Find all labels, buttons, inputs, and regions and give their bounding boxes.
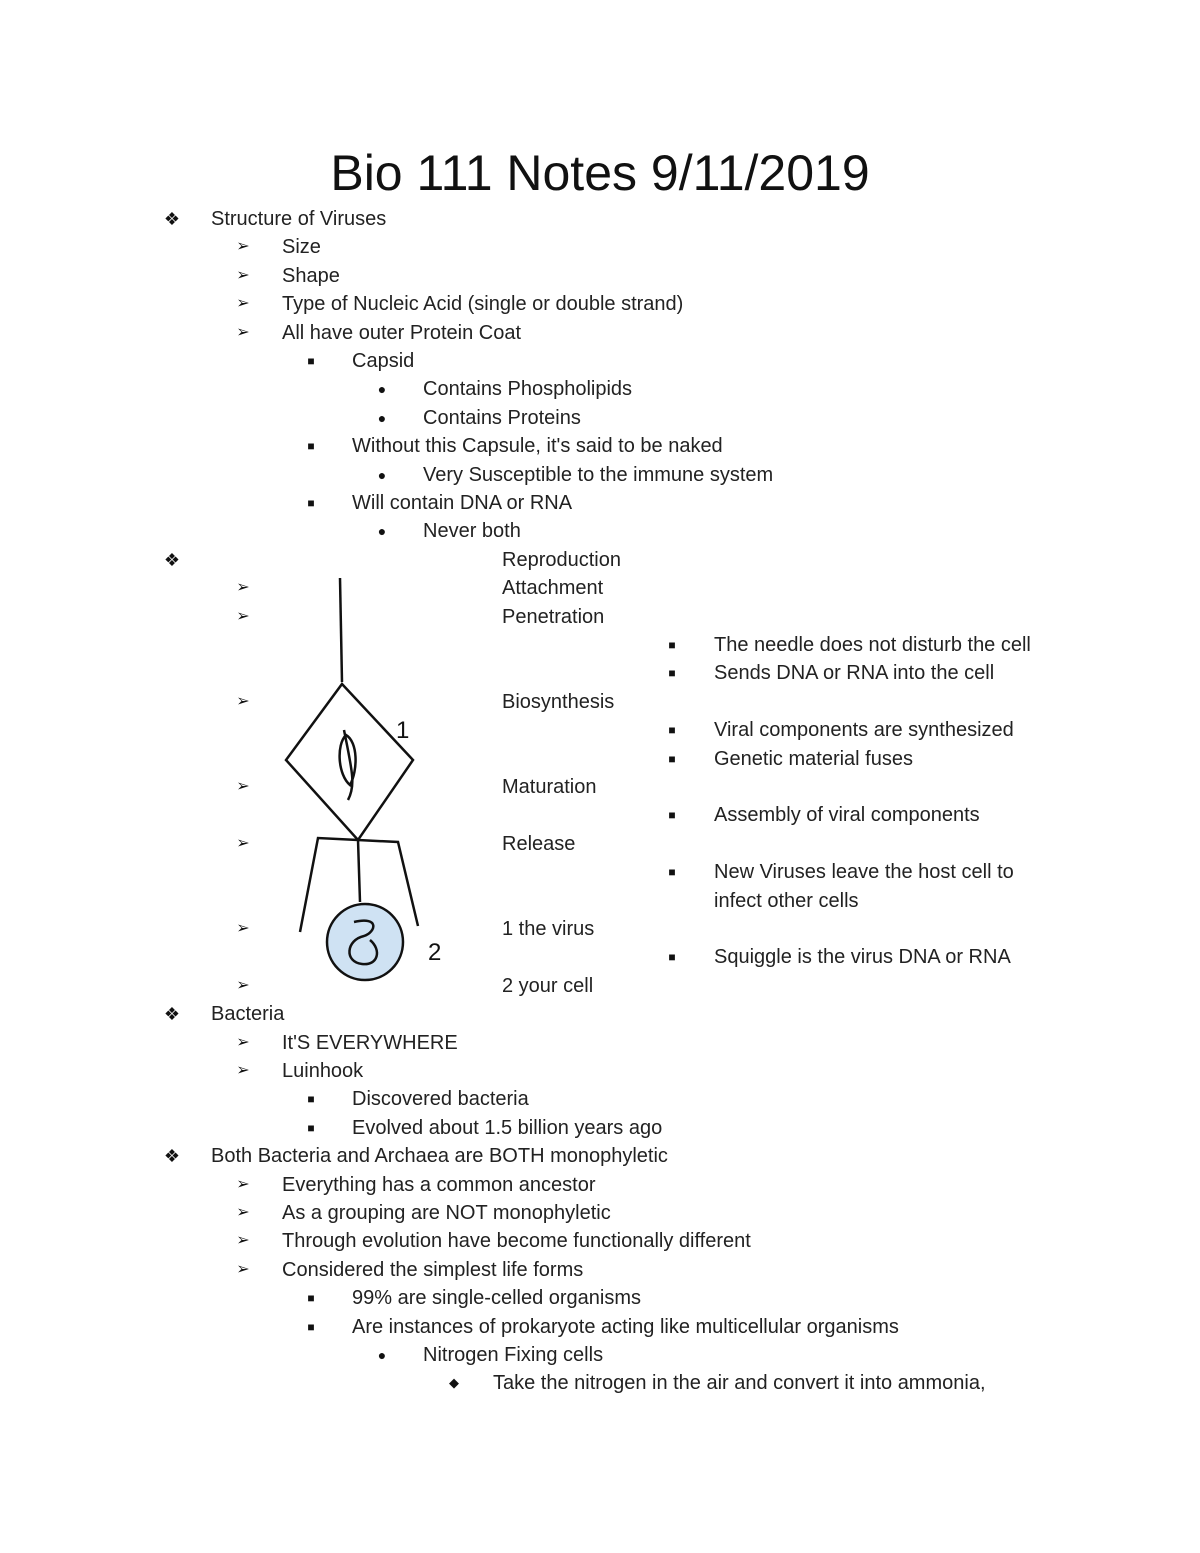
outline-text: Nitrogen Fixing cells (423, 1344, 604, 1366)
outline-text: Structure of Viruses (211, 208, 387, 230)
outline-text: Genetic material fuses (714, 748, 913, 770)
virus-squiggle (340, 730, 356, 800)
outline-text: Both Bacteria and Archaea are BOTH monophyletic (211, 1145, 668, 1167)
bullet-icon: ➢ (236, 295, 250, 312)
outline-text: Bacteria (211, 1003, 285, 1025)
outline-text: 2 your cell (502, 975, 594, 997)
outline-text: Everything has a common ancestor (282, 1174, 596, 1196)
bullet-icon: ● (377, 381, 387, 397)
bullet-icon: ➢ (236, 835, 250, 852)
bullet-icon: ● (377, 467, 387, 483)
bullet-icon: ● (377, 1347, 387, 1363)
outline-text: Without this Capsule, it's said to be naked (352, 435, 723, 457)
outline-text: Type of Nucleic Acid (single or double strand) (282, 293, 684, 315)
bullet-icon: ◆ (449, 1375, 459, 1390)
outline-text: Evolved about 1.5 billion years ago (352, 1117, 663, 1139)
outline-text: Assembly of viral components (714, 804, 980, 826)
bullet-icon: ❖ (163, 550, 181, 570)
bullet-icon: ❖ (163, 1146, 181, 1166)
bullet-icon: ■ (668, 752, 676, 766)
bullet-icon: ● (377, 523, 387, 539)
bullet-icon: ➢ (236, 1034, 250, 1051)
bullet-icon: ➢ (236, 267, 250, 284)
bullet-icon: ■ (307, 1320, 315, 1334)
outline-text: infect other cells (714, 890, 859, 912)
outline-text: Through evolution have become functionally different (282, 1230, 751, 1252)
bullet-icon: ➢ (236, 977, 250, 994)
outline-text: Contains Phospholipids (423, 378, 633, 400)
bullet-icon: ➢ (236, 1232, 250, 1249)
bullet-icon: ■ (307, 439, 315, 453)
outline-text: Size (282, 236, 321, 258)
outline-text: Capsid (352, 350, 415, 372)
outline-text: Very Susceptible to the immune system (423, 464, 774, 486)
bullet-icon: ➢ (236, 920, 250, 937)
bullet-icon: ■ (307, 1121, 315, 1135)
bullet-icon: ➢ (236, 1204, 250, 1221)
outline-text: Reproduction (502, 549, 621, 571)
outline-text: All have outer Protein Coat (282, 322, 522, 344)
bullet-icon: ➢ (236, 1062, 250, 1079)
bullet-icon: ❖ (163, 1004, 181, 1024)
virus-label: 1 (396, 717, 410, 744)
outline-text: Discovered bacteria (352, 1088, 529, 1110)
outline-text: Squiggle is the virus DNA or RNA (714, 946, 1011, 968)
outline-text: Will contain DNA or RNA (352, 492, 573, 514)
bullet-icon: ❖ (163, 209, 181, 229)
bullet-icon: ■ (668, 808, 676, 822)
needle-line (340, 578, 342, 682)
bullet-icon: ■ (668, 723, 676, 737)
host-cell (327, 904, 403, 980)
bullet-icon: ➢ (236, 778, 250, 795)
outline-text: It'S EVERYWHERE (282, 1032, 458, 1054)
outline-text: The needle does not disturb the cell (714, 634, 1031, 656)
bullet-icon: ➢ (236, 579, 250, 596)
outline-text: Contains Proteins (423, 407, 581, 429)
virus-diagram (270, 570, 460, 990)
bullet-icon: ■ (668, 666, 676, 680)
bullet-icon: ■ (668, 950, 676, 964)
bullet-icon: ■ (307, 1291, 315, 1305)
bullet-icon: ➢ (236, 1261, 250, 1278)
bullet-icon: ➢ (236, 608, 250, 625)
outline-text: Never both (423, 520, 521, 542)
outline-text: Penetration (502, 606, 605, 628)
bullet-icon: ➢ (236, 693, 250, 710)
bullet-icon: ● (377, 410, 387, 426)
bullet-icon: ■ (307, 354, 315, 368)
outline-text: 1 the virus (502, 918, 595, 940)
page-title: Bio 111 Notes 9/11/2019 (330, 145, 870, 201)
bullet-icon: ➢ (236, 324, 250, 341)
bullet-icon: ■ (668, 865, 676, 879)
bullet-icon: ➢ (236, 1176, 250, 1193)
outline-text: Are instances of prokaryote acting like multicellular organisms (352, 1316, 899, 1338)
outline-text: Biosynthesis (502, 691, 615, 713)
outline-text: Shape (282, 265, 340, 287)
outline-text: New Viruses leave the host cell to (714, 861, 1014, 883)
outline-text: Attachment (502, 577, 604, 599)
outline-text: As a grouping are NOT monophyletic (282, 1202, 611, 1224)
bullet-icon: ■ (307, 1092, 315, 1106)
outline-text: Luinhook (282, 1060, 364, 1082)
outline-text: Release (502, 833, 576, 855)
outline-text: 99% are single-celled organisms (352, 1287, 642, 1309)
outline-text: Viral components are synthesized (714, 719, 1014, 741)
bullet-icon: ■ (668, 638, 676, 652)
cell-label: 2 (428, 939, 442, 966)
outline-text: Sends DNA or RNA into the cell (714, 662, 995, 684)
outline-text: Take the nitrogen in the air and convert it into ammonia, (493, 1372, 986, 1394)
outline-text: Maturation (502, 776, 597, 798)
outline-text: Considered the simplest life forms (282, 1259, 584, 1281)
bullet-icon: ➢ (236, 238, 250, 255)
bullet-icon: ■ (307, 496, 315, 510)
